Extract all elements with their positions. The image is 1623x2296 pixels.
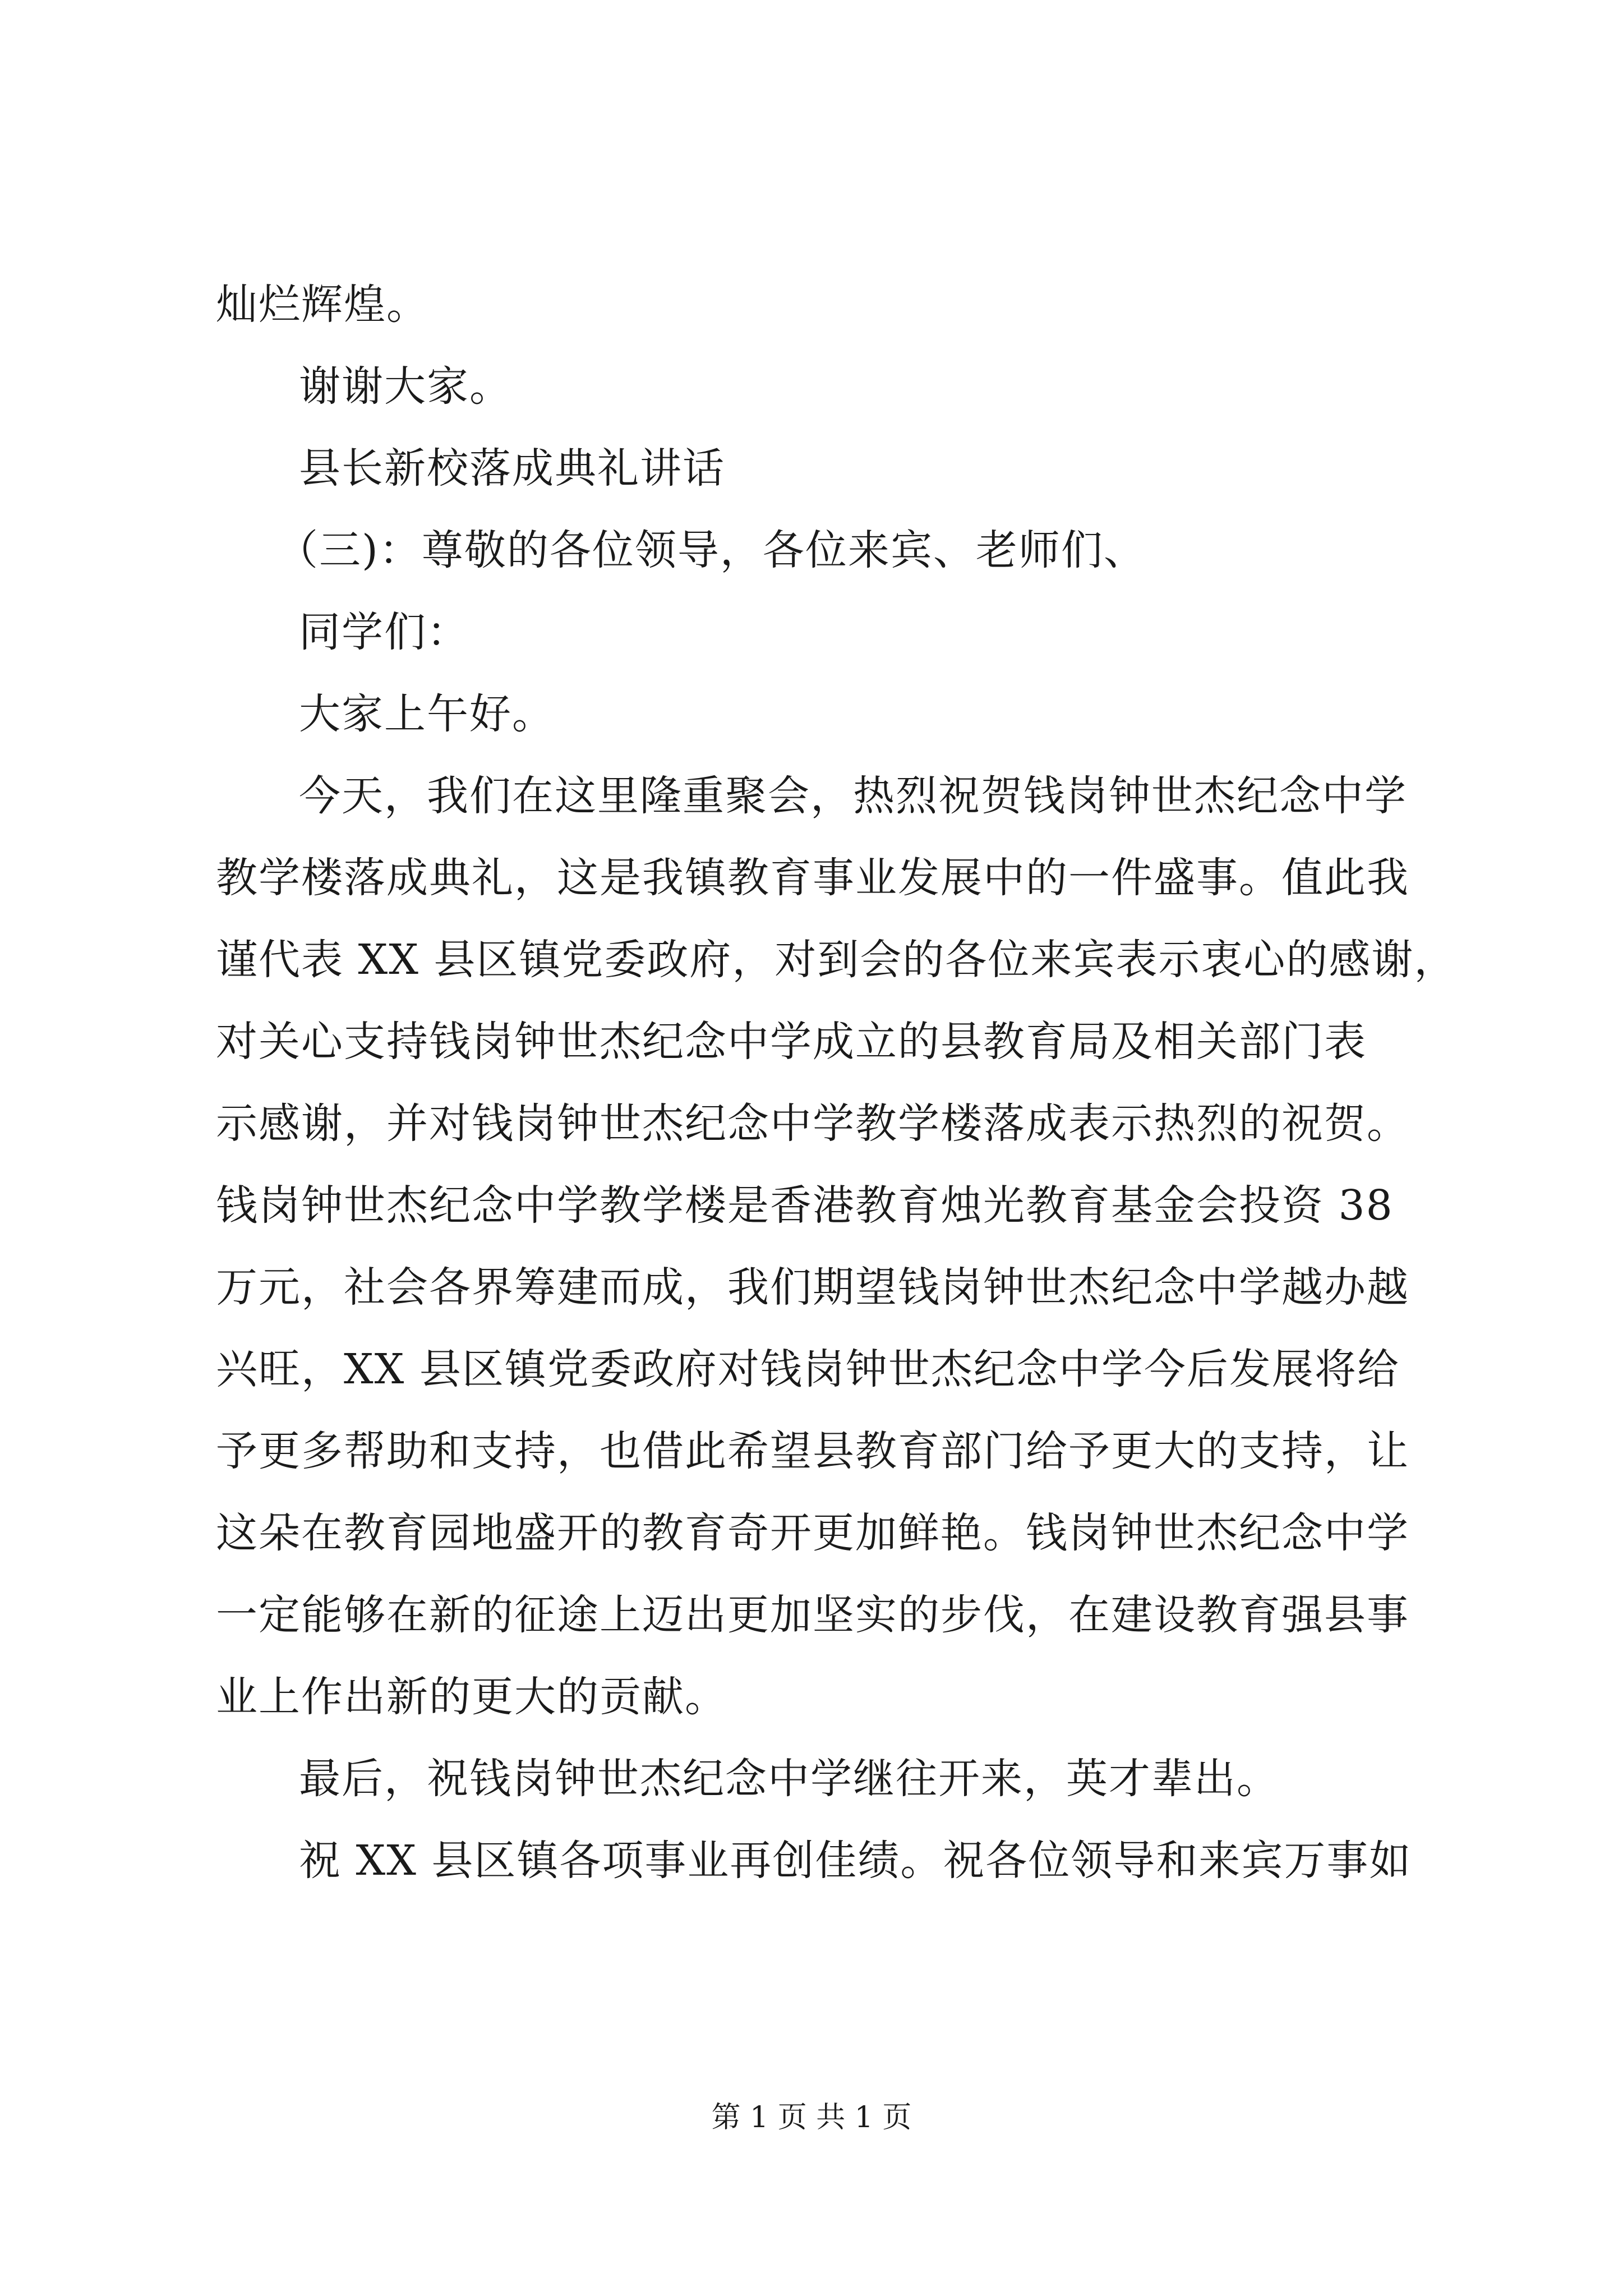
text-line: 兴旺，XX 县区镇党委政府对钱岗钟世杰纪念中学今后发展将给 [216, 1345, 1400, 1393]
text-line: 钱岗钟世杰纪念中学教学楼是香港教育烛光教育基金会投资 38 [216, 1181, 1394, 1230]
text-line: 祝 XX 县区镇各项事业再创佳绩。祝各位领导和来宾万事如 [299, 1837, 1412, 1885]
text-line: 这朵在教育园地盛开的教育奇开更加鲜艳。钱岗钟世杰纪念中学 [216, 1509, 1409, 1557]
text-line: 一定能够在新的征途上迈出更加坚实的步伐，在建设教育强县事 [216, 1591, 1409, 1639]
text-line: 大家上午好。 [299, 690, 555, 738]
text-line: 教学楼落成典礼，这是我镇教育事业发展中的一件盛事。值此我 [216, 854, 1409, 902]
text-line: 谨代表 XX 县区镇党委政府，对到会的各位来宾表示衷心的感谢， [216, 936, 1457, 984]
text-line: 予更多帮助和支持，也借此希望县教育部门给予更大的支持，让 [216, 1427, 1409, 1475]
document-body [216, 264, 1457, 1902]
speech-title: 县长新校落成典礼讲话 [299, 444, 725, 493]
text-line: （三)：尊敬的各位领导，各位来宾、老师们、 [276, 526, 1146, 574]
text-line: 对关心支持钱岗钟世杰纪念中学成立的县教育局及相关部门表 [216, 1018, 1367, 1066]
text-line: 示感谢，并对钱岗钟世杰纪念中学教学楼落成表示热烈的祝贺。 [216, 1099, 1409, 1148]
text-line: 谢谢大家。 [299, 362, 512, 411]
text-line: 今天，我们在这里隆重聚会，热烈祝贺钱岗钟世杰纪念中学 [299, 772, 1407, 820]
text-line: 灿烂辉煌。 [216, 280, 429, 329]
text-line: 最后，祝钱岗钟世杰纪念中学继往开来，英才辈出。 [299, 1755, 1279, 1803]
text-line: 同学们： [299, 608, 469, 656]
text-line: 万元，社会各界筹建而成，我们期望钱岗钟世杰纪念中学越办越 [216, 1263, 1409, 1312]
page-number-footer: 第 1 页 共 1 页 [711, 2101, 912, 2134]
text-line: 业上作出新的更大的贡献。 [216, 1673, 727, 1721]
